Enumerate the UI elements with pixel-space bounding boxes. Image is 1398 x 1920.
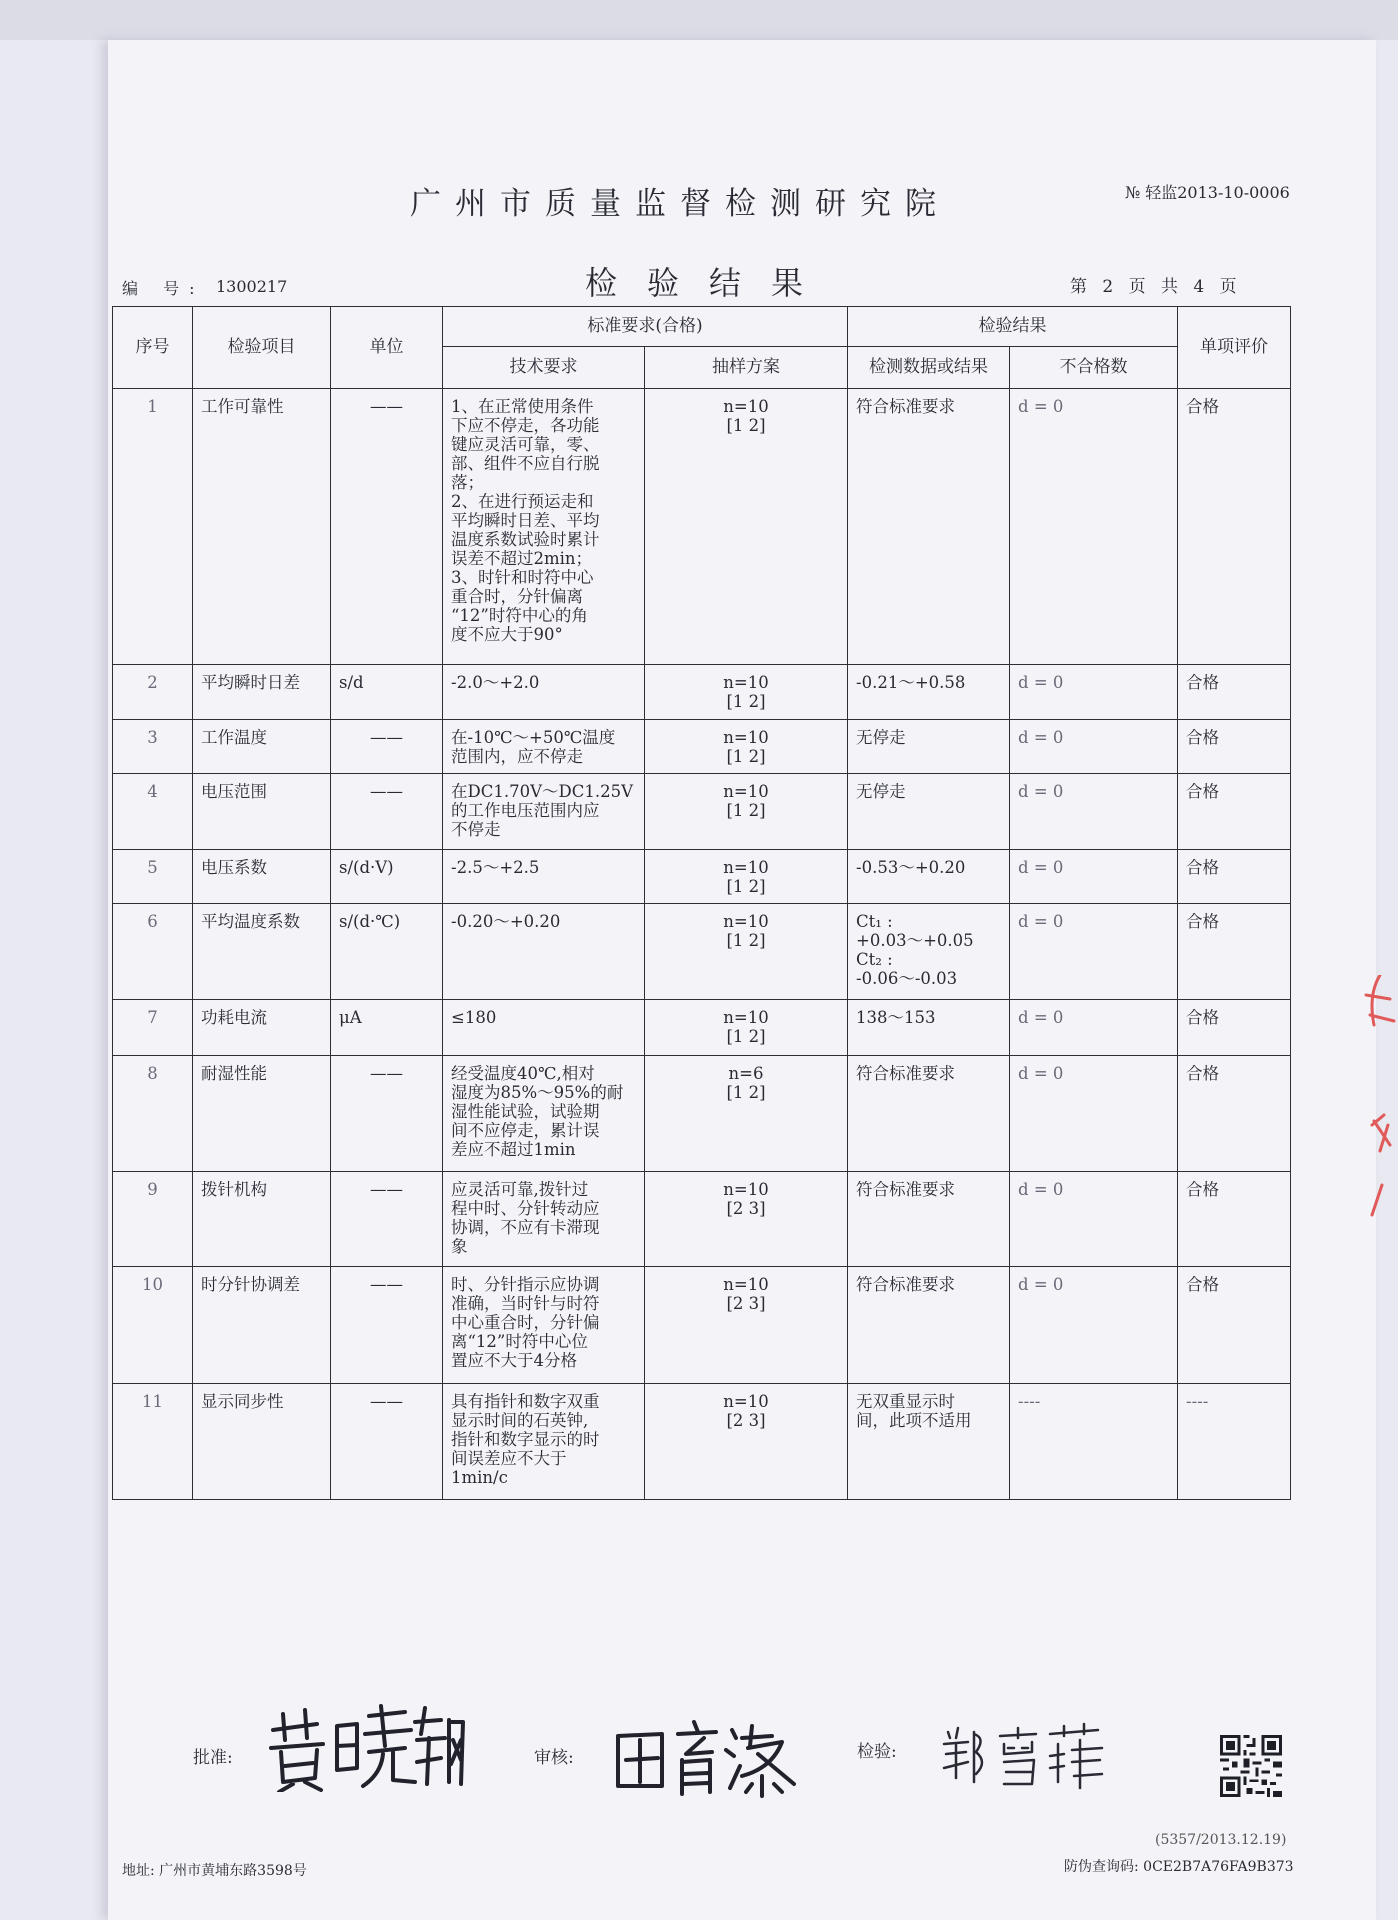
row-verdict: 合格	[1178, 665, 1291, 720]
table-row	[113, 904, 1291, 1000]
row-result: 无停走	[848, 720, 1010, 774]
row-sampling: n=10 [1 2]	[645, 850, 848, 904]
row-unit: ——	[331, 1172, 443, 1267]
row-item: 功耗电流	[193, 1000, 331, 1056]
row-requirement: ≤180	[443, 1000, 645, 1056]
row-unit: s/(d·V)	[331, 850, 443, 904]
row-unit: s/d	[331, 665, 443, 720]
row-no: 1	[113, 389, 193, 665]
row-item: 时分针协调差	[193, 1267, 331, 1384]
row-unit: ——	[331, 389, 443, 665]
row-verdict: 合格	[1178, 850, 1291, 904]
row-verdict: 合格	[1178, 904, 1291, 1000]
red-seal-fragment	[1360, 975, 1398, 1225]
qr-code-icon	[1220, 1735, 1282, 1797]
row-sampling: n=10 [1 2]	[645, 774, 848, 850]
row-item: 平均瞬时日差	[193, 665, 331, 720]
row-result: 无双重显示时 间，此项不适用	[848, 1384, 1010, 1500]
row-verdict: 合格	[1178, 720, 1291, 774]
row-sampling: n=10 [2 3]	[645, 1384, 848, 1500]
row-verdict: 合格	[1178, 774, 1291, 850]
row-unit: ——	[331, 774, 443, 850]
row-no: 11	[113, 1384, 193, 1500]
col-result-group-header: 检验结果	[848, 307, 1178, 347]
row-sampling: n=10 [1 2]	[645, 665, 848, 720]
row-result: 符合标准要求	[848, 1056, 1010, 1172]
row-no: 7	[113, 1000, 193, 1056]
row-unit: μA	[331, 1000, 443, 1056]
table-row	[113, 665, 1291, 720]
row-result: -0.21～+0.58	[848, 665, 1010, 720]
results-table	[112, 306, 1291, 1500]
row-no: 6	[113, 904, 193, 1000]
row-result: 符合标准要求	[848, 389, 1010, 665]
col-unit-header: 单位	[331, 307, 443, 389]
row-requirement: 在-10℃～+50℃温度 范围内，应不停走	[443, 720, 645, 774]
row-no: 10	[113, 1267, 193, 1384]
row-sampling: n=10 [1 2]	[645, 389, 848, 665]
row-unit: s/(d·℃)	[331, 904, 443, 1000]
row-no: 8	[113, 1056, 193, 1172]
report-serial: № 轻监2013-10-0006	[1125, 183, 1290, 202]
row-sampling: n=10 [2 3]	[645, 1267, 848, 1384]
row-requirement: -2.5～+2.5	[443, 850, 645, 904]
table-row	[113, 1384, 1291, 1500]
row-failed: ----	[1010, 1384, 1178, 1500]
col-standard-header: 标准要求(合格)	[443, 307, 848, 347]
row-no: 5	[113, 850, 193, 904]
col-tech-header: 技术要求	[443, 347, 645, 389]
inspect-label: 检验:	[857, 1742, 897, 1762]
row-failed: d = 0	[1010, 904, 1178, 1000]
row-failed: d = 0	[1010, 1056, 1178, 1172]
table-row	[113, 1000, 1291, 1056]
table-row	[113, 1056, 1291, 1172]
row-result: 符合标准要求	[848, 1267, 1010, 1384]
row-requirement: -2.0～+2.0	[443, 665, 645, 720]
row-requirement: 在DC1.70V～DC1.25V 的工作电压范围内应 不停走	[443, 774, 645, 850]
row-unit: ——	[331, 1056, 443, 1172]
row-no: 4	[113, 774, 193, 850]
row-item: 工作可靠性	[193, 389, 331, 665]
row-result: 138～153	[848, 1000, 1010, 1056]
anti-fake-code: 防伪查询码: 0CE2B7A76FA9B373	[1064, 1859, 1294, 1875]
row-failed: d = 0	[1010, 850, 1178, 904]
row-item: 工作温度	[193, 720, 331, 774]
row-failed: d = 0	[1010, 774, 1178, 850]
page-indicator: 第 2 页 共 4 页	[1070, 277, 1237, 297]
row-failed: d = 0	[1010, 389, 1178, 665]
table-row	[113, 1172, 1291, 1267]
row-requirement: 经受温度40℃,相对 湿度为85%～95%的耐 湿性能试验，试验期 间不应停走，累计误 差应不超过1min	[443, 1056, 645, 1172]
address: 地址: 广州市黄埔东路3598号	[122, 1863, 307, 1879]
col-data-header: 检测数据或结果	[848, 347, 1010, 389]
row-item: 显示同步性	[193, 1384, 331, 1500]
row-result: 符合标准要求	[848, 1172, 1010, 1267]
row-requirement: 1、在正常使用条件 下应不停走，各功能 键应灵活可靠，零、 部、组件不应自行脱 落； 2、在进行预运走和 平均瞬时日差、平均 温度系数试验时累计 误差不超过2min； 3、时针和时符中心 重合时，分针偏离 “12”时符中心的角 度不应大于90°	[443, 389, 645, 665]
approve-label: 批准:	[193, 1748, 233, 1768]
col-verdict-header: 单项评价	[1178, 307, 1291, 389]
col-item-header: 检验项目	[193, 307, 331, 389]
row-failed: d = 0	[1010, 1000, 1178, 1056]
row-requirement: 应灵活可靠,拨针过 程中时、分针转动应 协调，不应有卡滞现 象	[443, 1172, 645, 1267]
form-code: (5357/2013.12.19)	[1155, 1832, 1287, 1848]
institute-name: 广州市质量监督检测研究院	[410, 186, 950, 222]
row-sampling: n=10 [1 2]	[645, 720, 848, 774]
row-requirement: 时、分针指示应协调 准确，当时针与时符 中心重合时，分针偏 离“12”时符中心位 置应不大于4分格	[443, 1267, 645, 1384]
row-verdict: ----	[1178, 1384, 1291, 1500]
row-item: 耐湿性能	[193, 1056, 331, 1172]
table-row	[113, 720, 1291, 774]
row-no: 3	[113, 720, 193, 774]
row-verdict: 合格	[1178, 1000, 1291, 1056]
row-verdict: 合格	[1178, 389, 1291, 665]
review-label: 审核:	[534, 1748, 574, 1768]
review-signature	[612, 1718, 802, 1798]
row-no: 2	[113, 665, 193, 720]
col-sampling-header: 抽样方案	[645, 347, 848, 389]
number-label: 编 号:	[122, 279, 205, 298]
scan-margin-top	[0, 0, 1398, 40]
row-verdict: 合格	[1178, 1172, 1291, 1267]
page-title: 检验结果	[585, 264, 834, 302]
row-item: 平均温度系数	[193, 904, 331, 1000]
row-sampling: n=6 [1 2]	[645, 1056, 848, 1172]
row-failed: d = 0	[1010, 665, 1178, 720]
row-item: 电压系数	[193, 850, 331, 904]
row-result: -0.53～+0.20	[848, 850, 1010, 904]
table-row	[113, 1267, 1291, 1384]
row-verdict: 合格	[1178, 1267, 1291, 1384]
inspect-signature	[940, 1722, 1110, 1792]
table-row	[113, 774, 1291, 850]
col-seq-header: 序号	[113, 307, 193, 389]
row-verdict: 合格	[1178, 1056, 1291, 1172]
row-result: Ct₁ : +0.03～+0.05 Ct₂ : -0.06～-0.03	[848, 904, 1010, 1000]
row-sampling: n=10 [1 2]	[645, 1000, 848, 1056]
approve-signature	[265, 1700, 465, 1792]
row-requirement: 具有指针和数字双重 显示时间的石英钟, 指针和数字显示的时 间误差应不大于 1min/c	[443, 1384, 645, 1500]
row-no: 9	[113, 1172, 193, 1267]
row-failed: d = 0	[1010, 720, 1178, 774]
row-failed: d = 0	[1010, 1267, 1178, 1384]
table-row	[113, 850, 1291, 904]
table-row	[113, 389, 1291, 665]
number-value: 1300217	[216, 277, 288, 296]
row-item: 电压范围	[193, 774, 331, 850]
row-sampling: n=10 [2 3]	[645, 1172, 848, 1267]
row-unit: ——	[331, 1384, 443, 1500]
row-unit: ——	[331, 720, 443, 774]
row-failed: d = 0	[1010, 1172, 1178, 1267]
row-item: 拨针机构	[193, 1172, 331, 1267]
row-unit: ——	[331, 1267, 443, 1384]
row-result: 无停走	[848, 774, 1010, 850]
row-requirement: -0.20～+0.20	[443, 904, 645, 1000]
row-sampling: n=10 [1 2]	[645, 904, 848, 1000]
col-failed-header: 不合格数	[1010, 347, 1178, 389]
